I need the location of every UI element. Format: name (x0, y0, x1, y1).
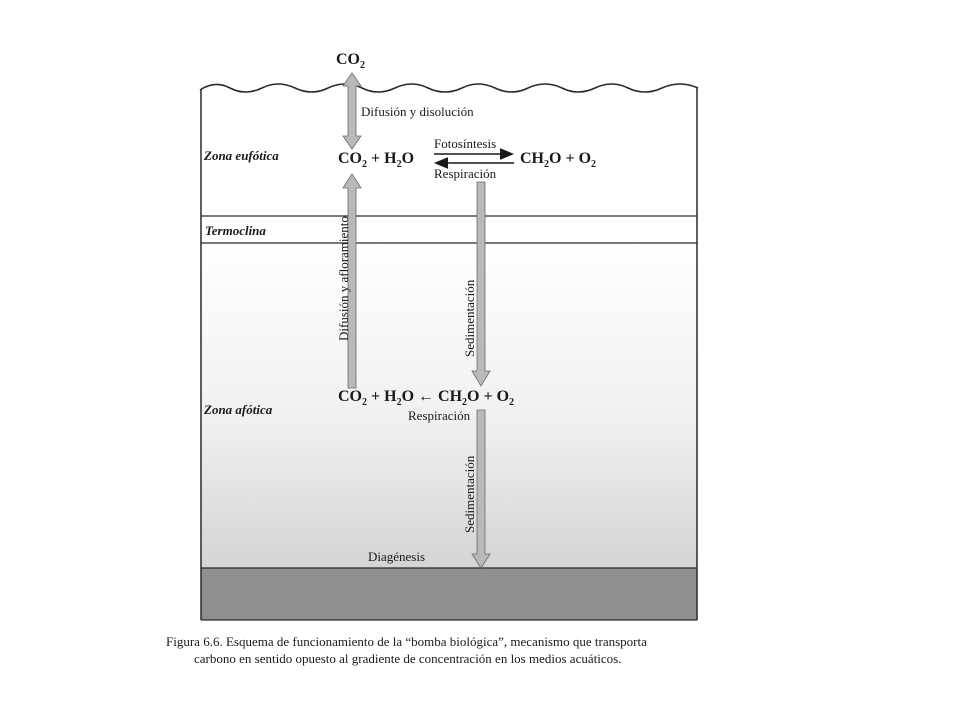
caption-line-1: Figura 6.6. Esquema de funcionamiento de la “bomba biológica”, mecanismo que transporta (166, 634, 647, 649)
figure-caption (166, 633, 756, 667)
caption-line-2: carbono en sentido opuesto al gradiente de concentración en los medios acuáticos. (194, 651, 622, 666)
euphotic-zone-label: Zona eufótica (204, 148, 279, 163)
diffusion-upwelling-label: Difusión y afloramiento (336, 216, 351, 341)
top-right-equation: $CH_2O + O_2$ (520, 150, 597, 171)
surface-co2: $CO_2$ (336, 51, 365, 72)
water-surface (200, 84, 698, 92)
diffusion-dissolution-label: Difusión y disolución (361, 104, 474, 119)
respiration-bottom-label: Respiración (408, 408, 471, 423)
sediment-layer (201, 568, 697, 620)
photosynthesis-label: Fotosíntesis (434, 136, 497, 151)
diagenesis-label: Diagénesis (368, 549, 426, 564)
aphotic-zone-label: Zona afótica (204, 402, 273, 417)
sedimentation-upper-label: Sedimentación (462, 279, 477, 357)
diffusion-double-arrow (343, 73, 361, 149)
bottom-equation: $CO_2 + H_2O$ ← $CH_2O + O_2$ (338, 388, 515, 409)
respiration-top-label: Respiración (434, 166, 497, 181)
top-left-equation: $CO_2 + H_2O$ (338, 150, 415, 171)
sedimentation-lower-label: Sedimentación (462, 455, 477, 533)
thermocline-label: Termoclina (205, 223, 266, 238)
